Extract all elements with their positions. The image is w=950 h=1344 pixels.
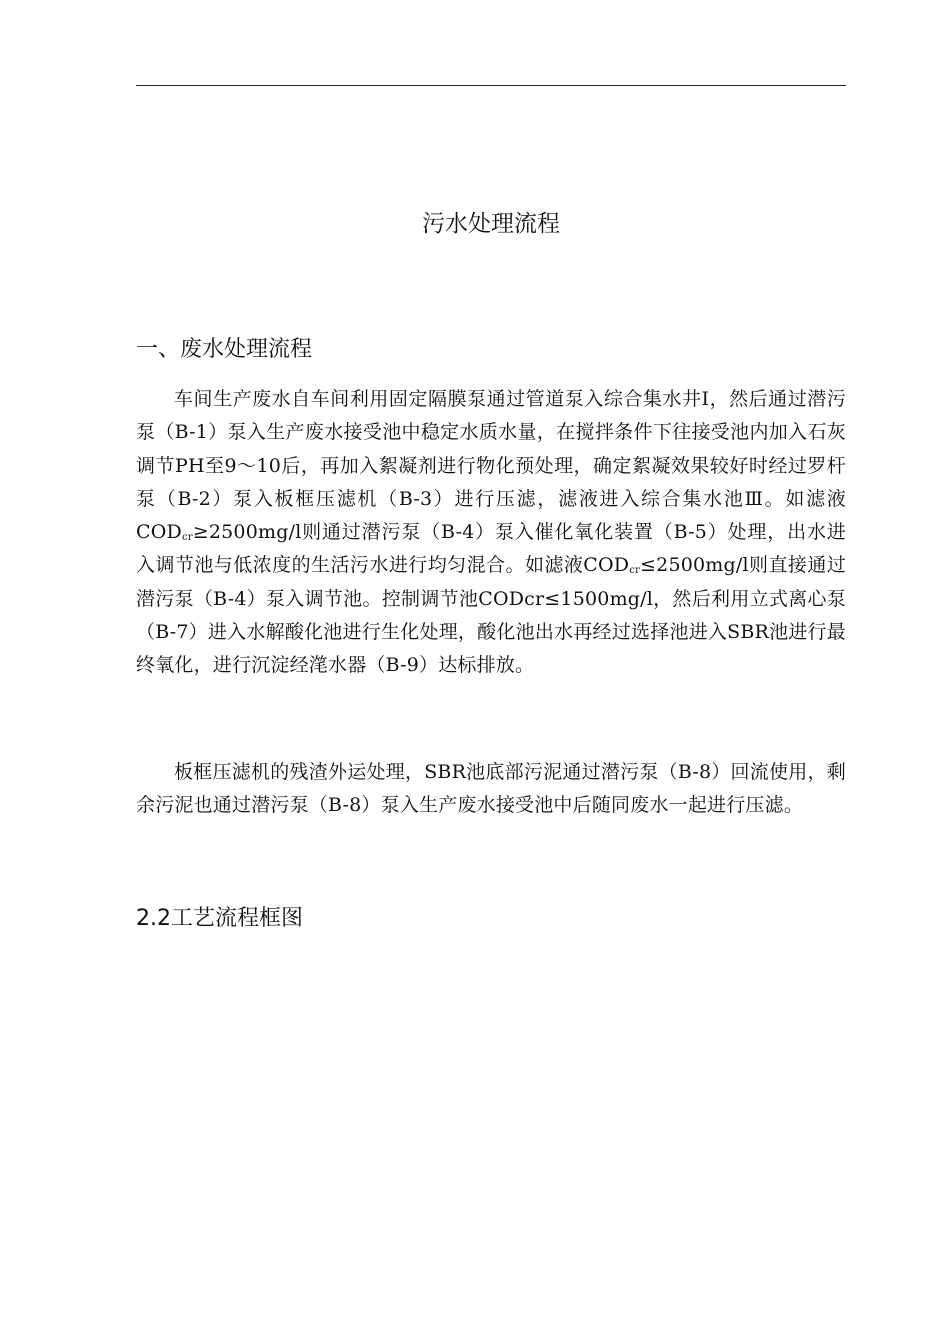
paragraph-text-part-2: ≥2500mg/l则通过潜污泵（B-4）泵入催化氧化装置（B-5）处理，出水进入调节池与低浓度的生活污水进行均匀混合。如滤液COD — [136, 521, 846, 577]
document-title: 污水处理流程 — [422, 211, 560, 237]
subscript-cr: cr — [181, 532, 193, 544]
subscript-cr: cr — [629, 565, 641, 577]
paragraph-process-description — [136, 383, 846, 683]
section-heading-wastewater-process: 一、废水处理流程 — [136, 337, 313, 362]
header-rule — [136, 85, 846, 86]
section-heading-flow-diagram: 2.2工艺流程框图 — [136, 906, 303, 931]
paragraph-text-part-1: 车间生产废水自车间利用固定隔膜泵通过管道泵入综合集水井Ⅰ，然后通过潜污泵（B-1）泵入生产废水接受池中稳定水质水量，在搅拌条件下往接受池内加入石灰调节PH至9～10后，再加入絮凝剂进行物化预处理，确定絮凝效果较好时经过罗杆泵（B-2）泵入板框压滤机（B-3）进行压滤，滤液进入综合集水池Ⅲ。如滤液COD — [136, 388, 846, 544]
paragraph-text-part-3: ≤2500mg/l则直接通过潜污泵（B-4）泵入调节池。控制调节池CODcr≤1500mg/l，然后利用立式离心泵（B-7）进入水解酸化池进行生化处理，酸化池出水再经过选择池进入SBR池进行最终氧化，进行沉淀经滗水器（B-9）达标排放。 — [136, 554, 846, 677]
paragraph-sludge-handling: 板框压滤机的残渣外运处理，SBR池底部污泥通过潜污泵（B-8）回流使用，剩余污泥也通过潜污泵（B-8）泵入生产废水接受池中后随同废水一起进行压滤。 — [136, 761, 846, 817]
